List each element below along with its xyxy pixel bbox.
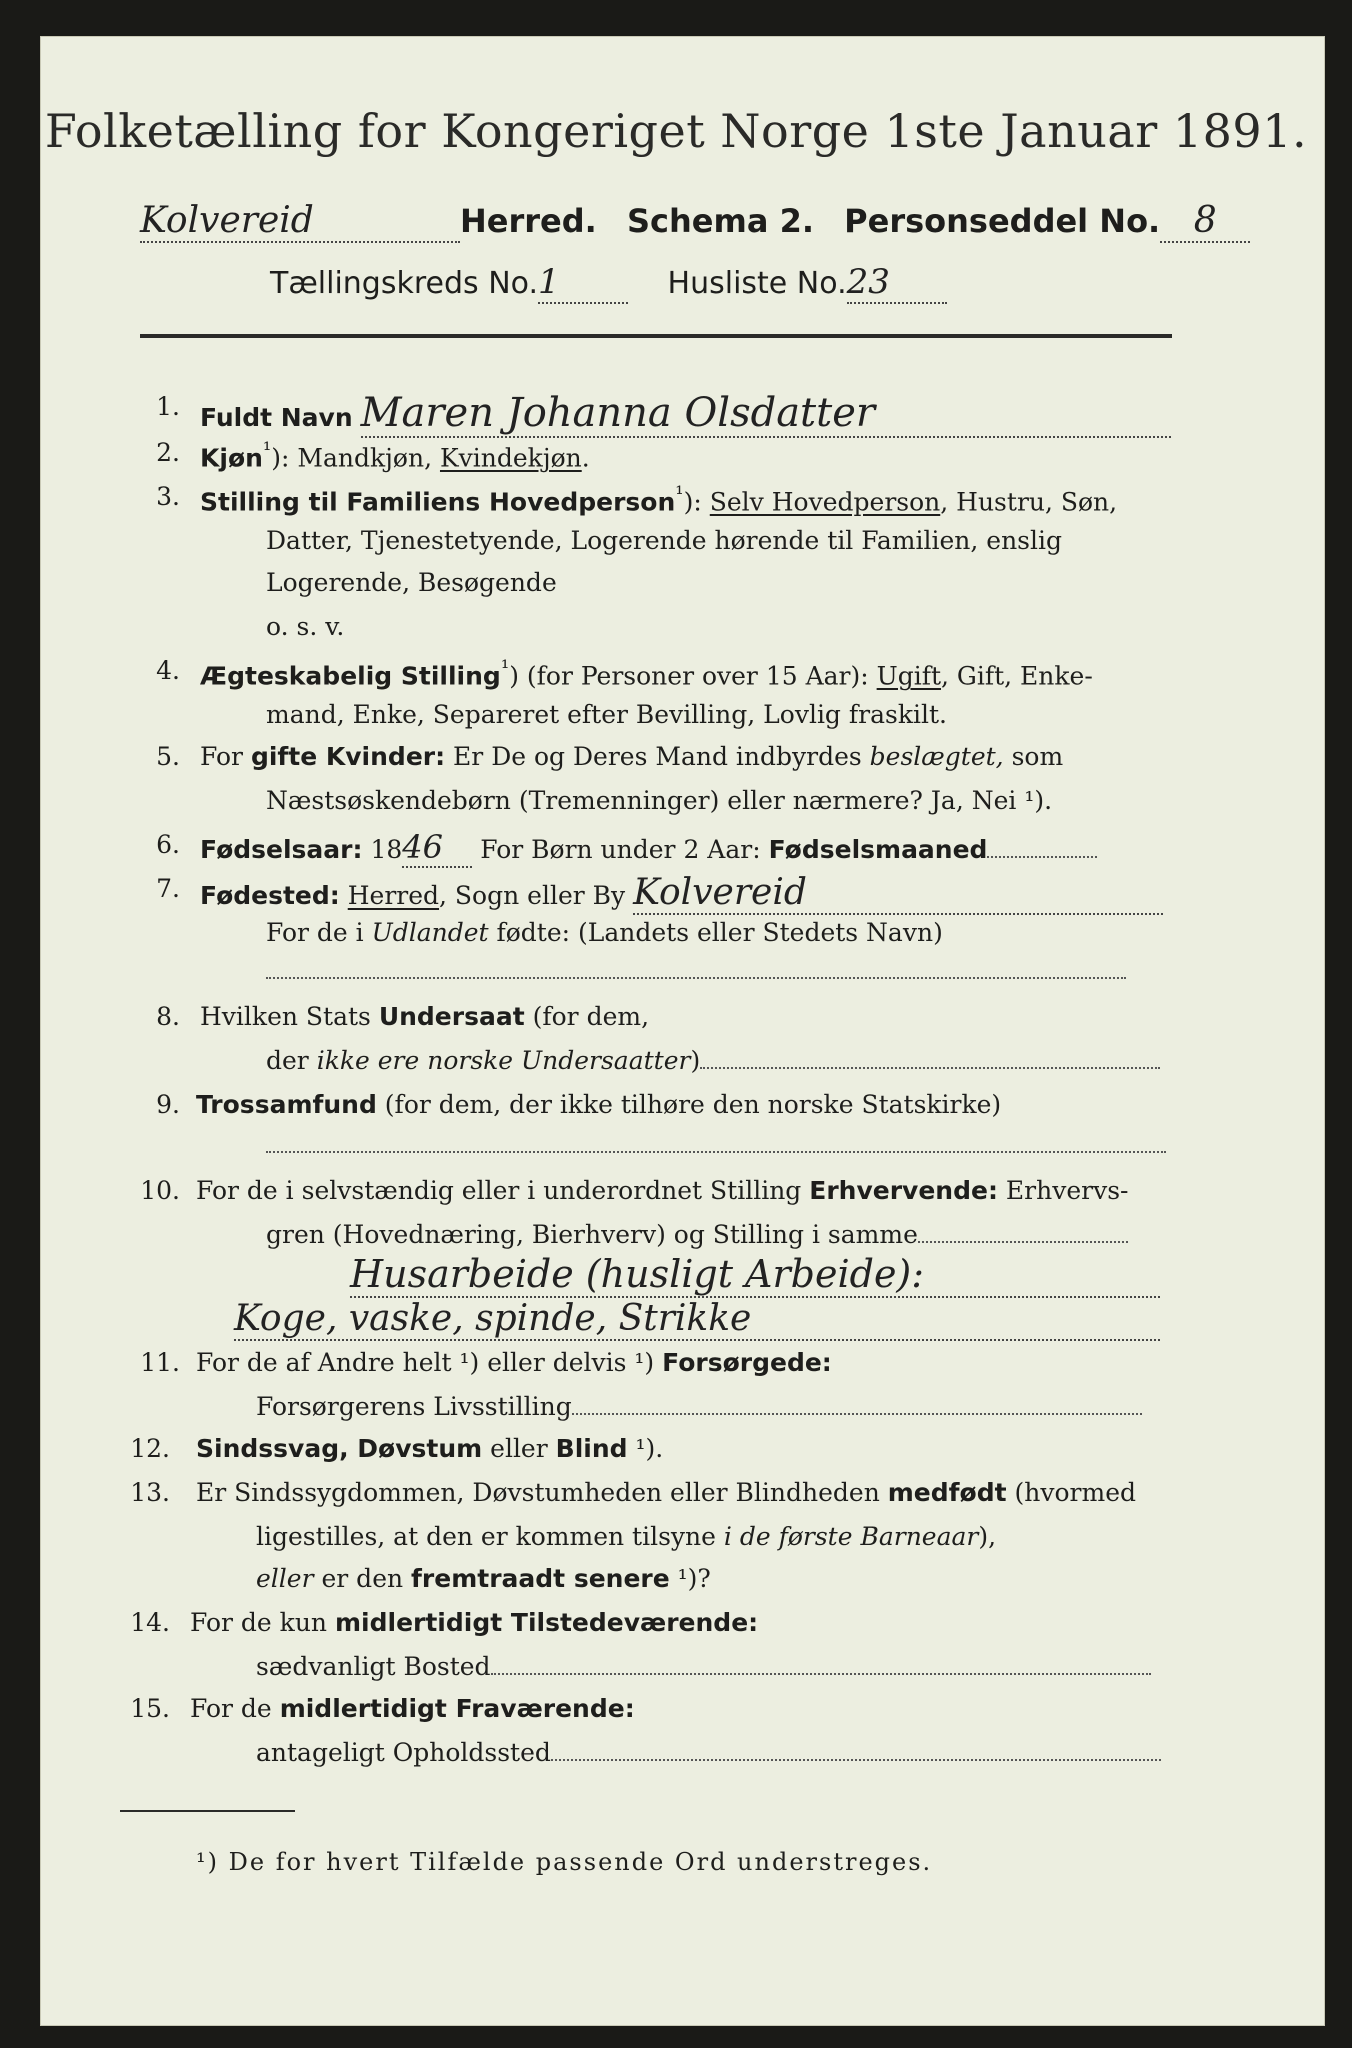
q13-line2-italic: i de første Barneaar (723, 1522, 979, 1551)
q1-label: Fuldt Navn (200, 403, 353, 432)
q6-label2: Fødselsmaaned (768, 835, 988, 864)
q3-line4: o. s. v. (266, 612, 345, 641)
q14-label: midlertidigt Tilstedeværende: (334, 1608, 759, 1637)
q3-line2: Datter, Tjenestetyende, Logerende hørende til Familien, enslig (266, 526, 1063, 555)
q15-line2-text: antageligt Opholdssted (256, 1738, 551, 1767)
q6-number: 6. (156, 830, 180, 859)
herred-label: Herred. (460, 202, 597, 240)
q5-text-c: som (1003, 742, 1064, 771)
q3-text-c: , Hustru, Søn, (940, 487, 1118, 517)
header-divider (140, 334, 1172, 338)
q8-line2-italic: ikke ere norske Undersaatter (316, 1046, 691, 1075)
q13-line3-label: fremtraadt senere (411, 1564, 670, 1593)
q8-line2-a: der (266, 1046, 317, 1075)
q13-text-a: Er Sindssygdommen, Døvstumheden eller Blindheden (196, 1478, 888, 1507)
q13-label: medfødt (887, 1478, 1007, 1507)
q13-number: 13. (130, 1478, 170, 1507)
footnote-text: ¹) De for hvert Tilfælde passende Ord understreges. (196, 1848, 933, 1876)
q14-row (190, 1608, 758, 1637)
q10-line2-text: gren (Hovednæring, Bierhverv) og Stilling i samme (266, 1220, 918, 1249)
q13-line2-b: ), (978, 1522, 997, 1551)
footnote-rule (120, 1810, 295, 1812)
q11-line2 (256, 1392, 1142, 1421)
q15-row (190, 1694, 635, 1723)
q10-label: Erhvervende: (809, 1176, 998, 1205)
q13-row (196, 1478, 1136, 1507)
q8-text-a: Hvilken Stats (200, 1002, 379, 1031)
q8-number: 8. (156, 1002, 180, 1031)
q2-row (200, 438, 590, 472)
q12-number: 12. (130, 1434, 170, 1463)
form-title: Folketælling for Kongeriget Norge 1ste Januar 1891. (44, 104, 1308, 158)
q4-text-a: ) (for Personer over 15 Aar): (509, 661, 877, 691)
q9-label: Trossamfund (196, 1090, 377, 1119)
q7-text-c: , Sogn eller By (439, 881, 634, 910)
q11-dots (572, 1412, 1142, 1415)
q11-text-a: For de af Andre helt ¹) eller delvis ¹) (196, 1348, 663, 1377)
q7-line2-a: For de i (266, 918, 372, 947)
q10-occupation-value2: Koge, vaske, spinde, Strikke (234, 1298, 1160, 1341)
q12-label: Sindssvag, Døvstum (196, 1434, 483, 1463)
q1-number: 1. (156, 392, 180, 421)
q12-text-b: ¹). (627, 1434, 664, 1463)
q5-text-b: Er De og Deres Mand indbyrdes (445, 742, 870, 771)
q2-kvindekjon-underlined: Kvindekjøn (439, 443, 582, 473)
q6-row (200, 828, 1097, 868)
q7-birthplace-value: Kolvereid (633, 872, 1163, 915)
q8-row (200, 1002, 649, 1031)
q13-text-b: (hvormed (1006, 1478, 1136, 1507)
q10-line2 (266, 1220, 1128, 1249)
q5-row (200, 742, 1063, 771)
husliste-value: 23 (847, 262, 947, 304)
q9-text-a: (for dem, der ikke tilhøre den norske Statskirke) (376, 1090, 1002, 1119)
personseddel-value: 8 (1160, 200, 1250, 243)
q4-ugift-underlined: Ugift (876, 661, 941, 691)
q7-text-a (340, 881, 348, 910)
q13-line3-a: er den (313, 1564, 412, 1593)
q6-birth-year-value: 46 (402, 828, 472, 868)
q3-sup: ¹ (675, 482, 684, 506)
q13-line3-italic: eller (256, 1564, 314, 1593)
kreds-label: Tællingskreds No. (270, 266, 538, 301)
q2-number: 2. (156, 438, 180, 467)
q15-number: 15. (130, 1694, 170, 1723)
q10-text-a: For de i selvstændig eller i underordnet Stilling (196, 1176, 810, 1205)
q4-text-c: , Gift, Enke- (941, 661, 1093, 691)
q3-line3: Logerende, Besøgende (266, 568, 557, 597)
q4-number: 4. (156, 656, 180, 685)
q3-number: 3. (156, 482, 180, 511)
q4-sup: ¹ (500, 656, 510, 680)
q9-row (196, 1090, 1001, 1119)
q1-row (200, 390, 1171, 438)
husliste-label: Husliste No. (667, 266, 847, 301)
q2-sup: ¹ (262, 438, 272, 462)
q5-text-a: For (200, 742, 251, 771)
q14-line2-text: sædvanligt Bosted (256, 1652, 491, 1681)
q10-row (196, 1176, 1128, 1205)
q11-label: Forsørgede: (662, 1348, 832, 1377)
q14-line2 (256, 1652, 1151, 1681)
q3-label: Stilling til Familiens Hovedperson (200, 487, 676, 517)
q4-row (200, 656, 1093, 690)
q13-line2 (256, 1522, 996, 1551)
q12-row (196, 1434, 663, 1463)
q8-dots (700, 1066, 1160, 1069)
q5-line2: Næstsøskendebørn (Tremenninger) eller nærmere? Ja, Nei ¹). (266, 786, 1053, 815)
q2-text-c: . (581, 443, 590, 473)
q7-line2-italic: Udlandet (371, 918, 489, 947)
q8-line2-b: ) (690, 1046, 701, 1075)
header-herred-line (140, 200, 1250, 243)
q6-label: Fødselsaar: (200, 835, 363, 864)
q7-label: Fødested: (200, 881, 340, 910)
q13-line3-b: ¹)? (669, 1564, 711, 1593)
q7-herred-underlined: Herred (347, 881, 440, 910)
q3-row (200, 482, 1117, 516)
kreds-value: 1 (538, 262, 628, 304)
q12-label2: Blind (555, 1434, 628, 1463)
q5-text-italic: beslægtet, (869, 742, 1004, 771)
q10-number: 10. (140, 1176, 180, 1205)
q11-line2-text: Forsørgerens Livsstilling (256, 1392, 572, 1421)
q7-line2-b: fødte: (Landets eller Stedets Navn) (488, 918, 943, 947)
q15-dots (551, 1758, 1161, 1761)
header-kreds-line (270, 262, 947, 304)
q6-dots (987, 855, 1097, 858)
q13-line3 (256, 1564, 711, 1593)
q11-row (196, 1348, 832, 1377)
q7-blank-line (266, 976, 1126, 979)
q10-text-b: Erhvervs- (997, 1176, 1129, 1205)
q9-number: 9. (156, 1090, 180, 1119)
q11-number: 11. (140, 1348, 180, 1377)
q15-label: midlertidigt Fraværende: (279, 1694, 635, 1723)
q8-text-b: (for dem, (524, 1002, 650, 1031)
schema-label: Schema 2. (626, 202, 814, 240)
q1-value: Maren Johanna Olsdatter (361, 390, 1171, 438)
q9-blank-line (266, 1150, 1166, 1153)
q8-label: Undersaat (378, 1002, 525, 1031)
q4-label: Ægteskabelig Stilling (200, 661, 501, 691)
q14-number: 14. (130, 1608, 170, 1637)
q4-line2: mand, Enke, Separeret efter Bevilling, Lovlig fraskilt. (266, 700, 947, 729)
q7-line2 (266, 918, 943, 947)
q5-number: 5. (156, 742, 180, 771)
herred-value: Kolvereid (140, 200, 460, 243)
q6-prefix: 18 (362, 835, 403, 864)
q3-text-a: ): (683, 487, 710, 517)
q3-selv-hovedperson-underlined: Selv Hovedperson (709, 487, 941, 517)
q14-text-a: For de kun (190, 1608, 335, 1637)
q7-number: 7. (156, 874, 180, 903)
q6-text-b: For Børn under 2 Aar: (472, 835, 769, 864)
q10-dots (918, 1240, 1128, 1243)
q15-text-a: For de (190, 1694, 280, 1723)
q15-line2 (256, 1738, 1161, 1767)
personseddel-label: Personseddel No. (844, 202, 1161, 240)
q14-dots (491, 1672, 1151, 1675)
q13-line2-a: ligestilles, at den er kommen tilsyne (256, 1522, 724, 1551)
q5-label: gifte Kvinder: (250, 742, 446, 771)
q7-row (200, 872, 1163, 915)
q2-text-a: ): Mandkjøn, (271, 443, 440, 473)
q8-line2 (266, 1046, 1160, 1075)
q10-occupation-value1: Husarbeide (husligt Arbeide): (350, 1252, 1160, 1298)
q12-text-a: eller (482, 1434, 556, 1463)
q2-label: Kjøn (200, 443, 263, 473)
